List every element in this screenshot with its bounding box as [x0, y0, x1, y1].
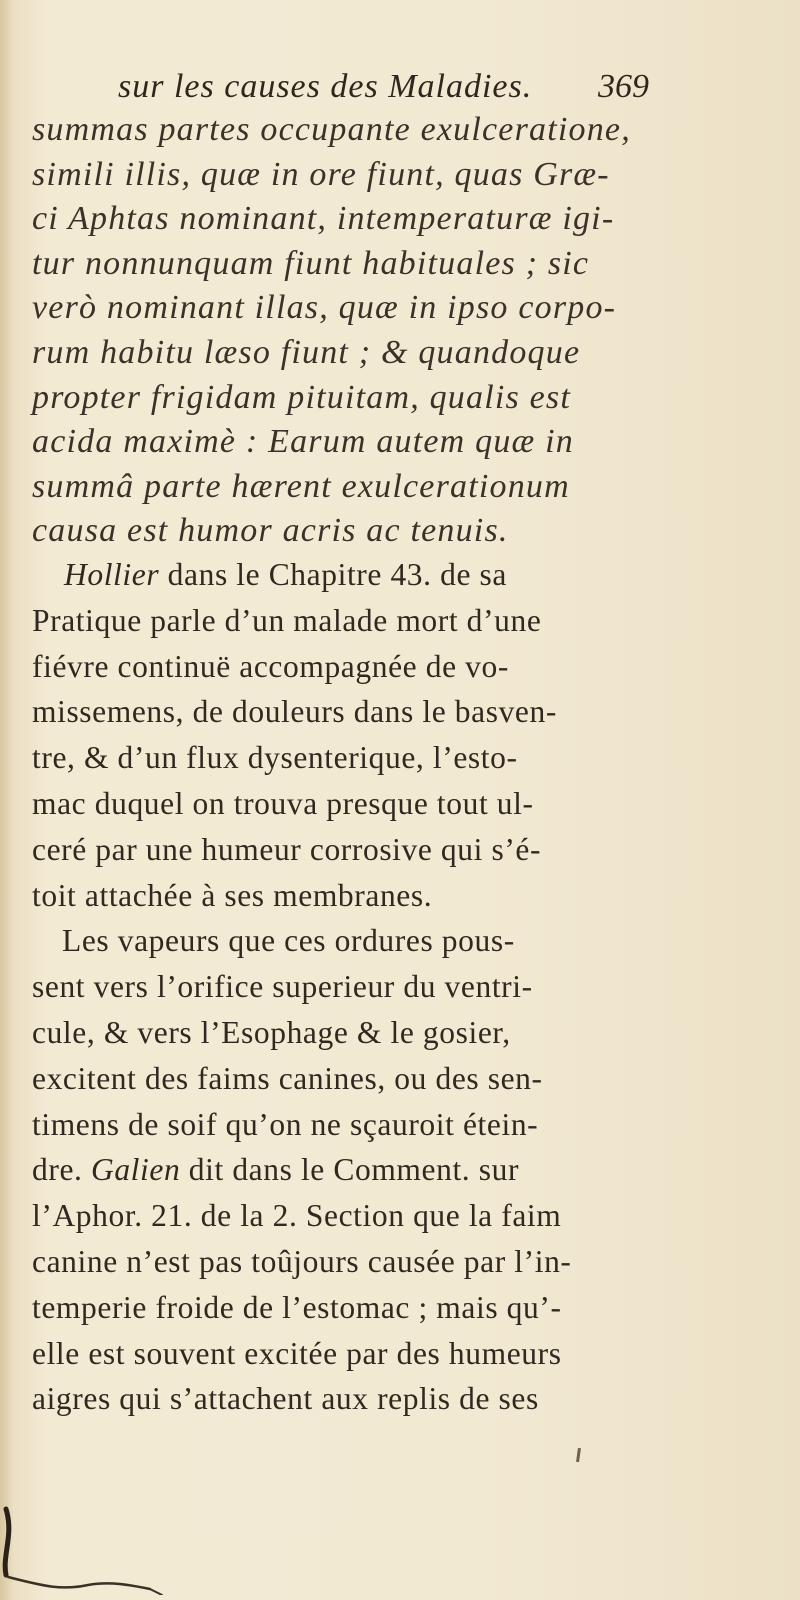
latin-line: rum habitu læso fiunt ; & quandoque	[32, 333, 581, 371]
body-line: toit attachée à ses membranes.	[32, 877, 433, 913]
author-name-galien: Galien	[90, 1152, 181, 1188]
french-body-text	[32, 552, 682, 1422]
body-line: missemens, de douleurs dans le basven-	[32, 694, 557, 730]
latin-line: ci Aphtas nominant, intemperaturæ igi-	[32, 200, 615, 238]
body-text-fragment: dit dans le Comment. sur	[180, 1152, 520, 1188]
latin-line: acida maximè : Earum autem quæ in	[32, 423, 574, 461]
page-number: 369	[598, 68, 649, 105]
running-head-title: sur les causes des Maladies.	[118, 68, 533, 105]
body-line: cule, & vers l’Esophage & le gosier,	[32, 1014, 511, 1050]
body-line: ceré par une humeur corrosive qui s’é-	[32, 831, 542, 867]
latin-line: tur nonnunquam fiunt habituales ; sic	[32, 244, 590, 282]
pen-stroke-mark	[0, 1505, 180, 1595]
latin-line: summas partes occupante exulceratione,	[32, 111, 631, 148]
paragraph-vapeurs-first-line: Les vapeurs que ces ordures pous-	[62, 923, 515, 959]
latin-line: propter frigidam pituitam, qualis est	[32, 378, 571, 416]
body-line: temperie froide de l’estomac ; mais qu’-	[32, 1289, 562, 1325]
body-line: canine n’est pas toûjours causée par l’in-	[32, 1243, 572, 1279]
body-line: elle est souvent excitée par des humeurs	[32, 1335, 562, 1371]
body-line: Pratique parle d’un malade mort d’une	[32, 602, 542, 638]
body-text-fragment: dre.	[32, 1152, 91, 1188]
ink-mark	[576, 1448, 581, 1462]
body-line: aigres qui s’attachent aux replis de ses	[32, 1381, 539, 1417]
author-name-hollier: Hollier	[64, 557, 160, 592]
latin-line: summâ parte hærent exulcerationum	[32, 467, 570, 505]
body-line: timens de soif qu’on ne sçauroit étein-	[32, 1106, 539, 1142]
body-line: mac duquel on trouva presque tout ul-	[32, 785, 534, 821]
latin-line: simili illis, quæ in ore fiunt, quas Græ-	[32, 155, 610, 193]
body-line: excitent des faims canines, ou des sen-	[32, 1060, 543, 1096]
body-line: sent vers l’orifice superieur du ventri-	[32, 969, 533, 1005]
body-line: tre, & d’un flux dysenterique, l’esto-	[32, 740, 518, 776]
body-line: fiévre continuë accompagnée de vo-	[32, 648, 509, 684]
paragraph-hollier-first-line	[32, 552, 682, 598]
galien-line	[32, 1147, 682, 1193]
page-gutter-shadow	[0, 0, 14, 1600]
latin-line: verò nominant illas, quæ in ipso corpo-	[32, 289, 617, 327]
body-text-fragment: dans le Chapitre 43. de sa	[159, 557, 507, 592]
latin-quotation	[32, 108, 682, 554]
body-line: l’Aphor. 21. de la 2. Section que la faim	[32, 1198, 562, 1234]
latin-line: causa est humor acris ac tenuis.	[32, 512, 509, 550]
